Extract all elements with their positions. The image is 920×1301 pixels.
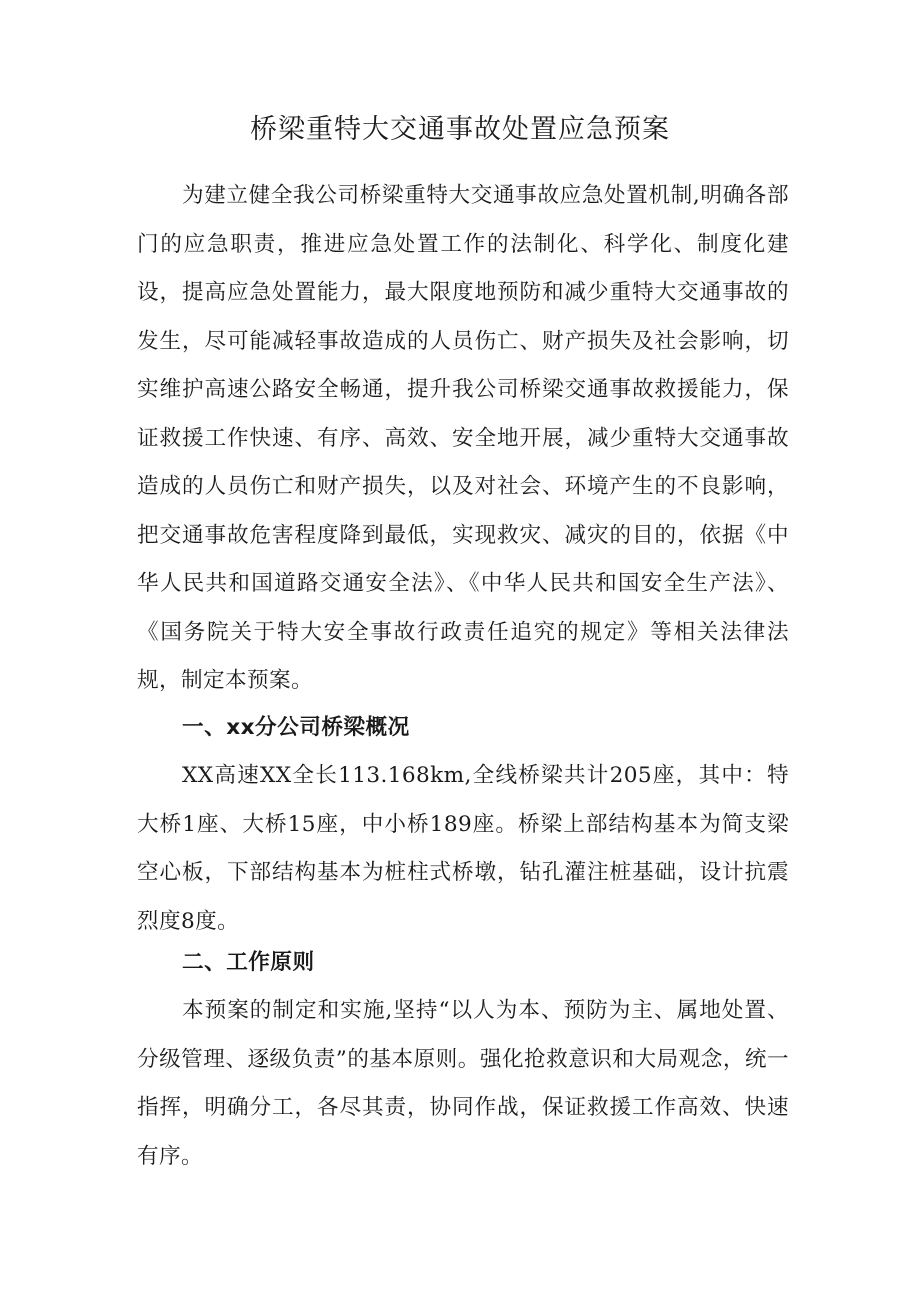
document-title: 桥梁重特大交通事故处置应急预案 [250, 114, 670, 145]
section-heading-work-principles: 二、工作原则 [182, 950, 315, 975]
section-heading-bridge-overview: 一、xx分公司桥梁概况 [182, 715, 410, 740]
intro-paragraph: 为建立健全我公司桥梁重特大交通事故应急处置机制,明确各部门的应急职责，推进应急处置工作的法制化、科学化、制度化建设，提高应急处置能力，最大限度地预防和减少重特大交通事故的发生，尽可能减轻事故造成的人员伤亡、财产损失及社会影响，切实维护高速公路安全畅通，提升我公司桥梁交通事故救援能力，保证救援工作快速、有序、高效、安全地开展，减少重特大交通事故造成的人员伤亡和财产损失，以及对社会、环境产生的不良影响，把交通事故危害程度降到最低，实现救灾、减灾的目的，依据《中华人民共和国道路交通安全法》、《中华人民共和国安全生产法》、《国务院关于特大安全事故行政责任追究的规定》等相关法律法规，制定本预案。 [137, 183, 789, 693]
section-body-work-principles: 本预案的制定和实施,坚持“以人为本、预防为主、属地处置、分级管理、逐级负责”的基本原则。强化抢救意识和大局观念，统一指挥，明确分工，各尽其责，协同作战，保证救援工作高效、快速有序。 [137, 998, 789, 1169]
section-body-bridge-overview: XX高速XX全长113.168km,全线桥梁共计205座，其中：特大桥1座、大桥15座，中小桥189座。桥梁上部结构基本为简支梁空心板，下部结构基本为桩柱式桥墩，钻孔灌注桩基础，设计抗震烈度8度。 [137, 763, 789, 934]
